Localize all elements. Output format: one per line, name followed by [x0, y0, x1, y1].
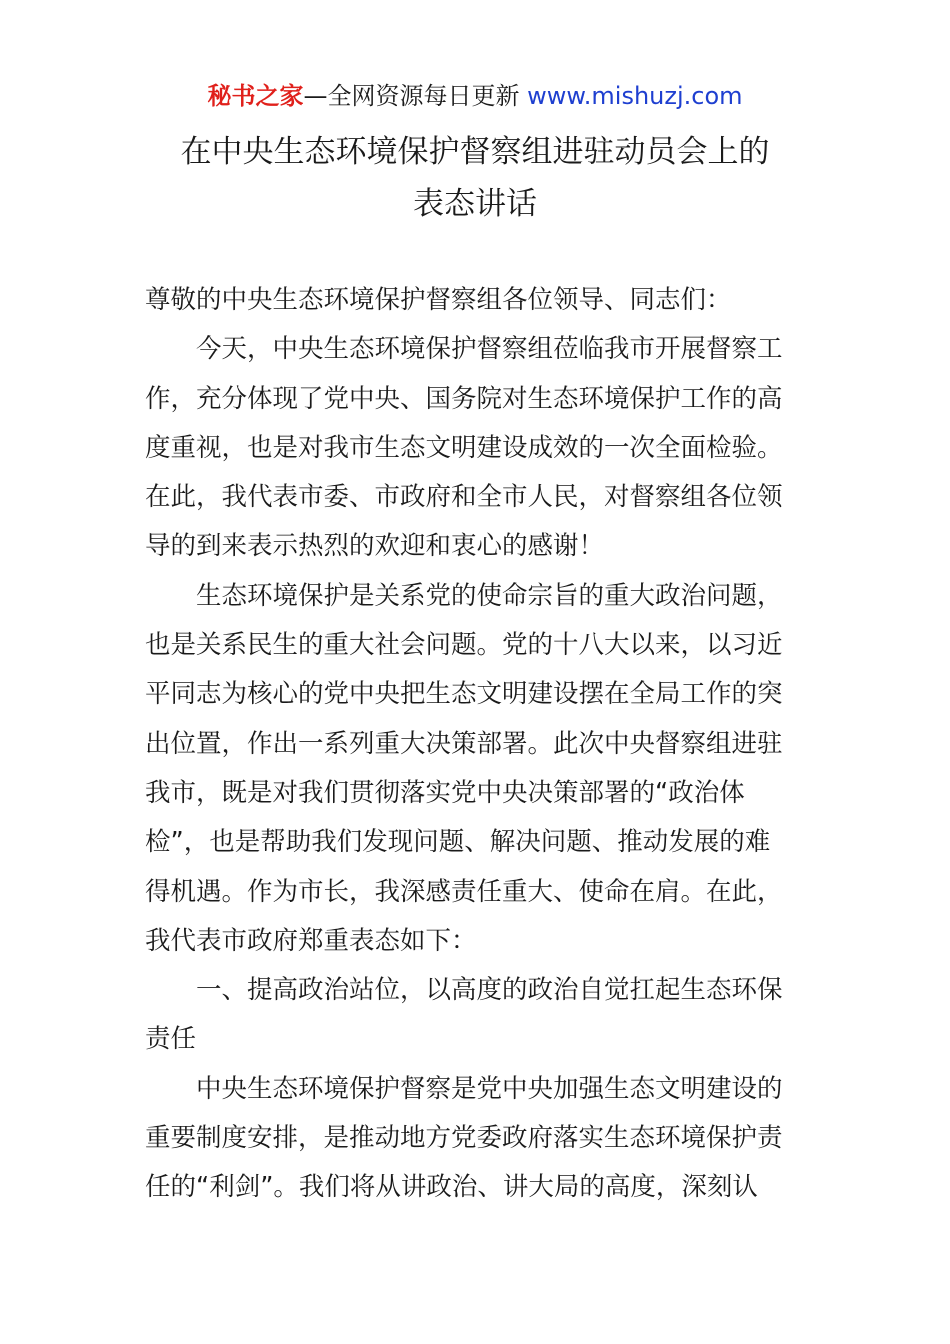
body-line: 导的到来表示热烈的欢迎和衷心的感谢！ [145, 531, 605, 562]
body-line: 生态环境保护是关系党的使命宗旨的重大政治问题， [196, 580, 783, 611]
body-line: 检”，也是帮助我们发现问题、解决问题、推动发展的难 [145, 827, 771, 858]
document-body [145, 276, 809, 1213]
body-line: 平同志为核心的党中央把生态文明建设摆在全局工作的突 [145, 679, 783, 710]
section-heading: 一、提高政治站位，以高度的政治自觉扛起生态环保 [196, 975, 783, 1006]
body-line: 重要制度安排，是推动地方党委政府落实生态环境保护责 [145, 1123, 783, 1154]
salutation: 尊敬的中央生态环境保护督察组各位领导、同志们： [145, 285, 732, 315]
body-line: 今天，中央生态环境保护督察组莅临我市开展督察工 [196, 334, 783, 365]
document-title [0, 126, 950, 230]
site-brand: 秘书之家 [207, 82, 304, 110]
body-line: 也是关系民生的重大社会问题。党的十八大以来，以习近 [145, 630, 783, 661]
body-line: 任的“利剑”。我们将从讲政治、讲大局的高度，深刻认 [145, 1172, 758, 1203]
body-line: 出位置，作出一系列重大决策部署。此次中央督察组进驻 [145, 728, 783, 759]
title-line-1: 在中央生态环境保护督察组进驻动员会上的 [180, 134, 770, 170]
body-line: 作，充分体现了党中央、国务院对生态环境保护工作的高 [145, 383, 783, 414]
site-slogan: —全网资源每日更新 [303, 82, 520, 110]
site-url-link[interactable]: www.mishuzj.com [527, 82, 743, 110]
body-line: 在此，我代表市委、市政府和全市人民，对督察组各位领 [145, 482, 783, 513]
body-line: 中央生态环境保护督察是党中央加强生态文明建设的 [196, 1073, 783, 1104]
body-line: 得机遇。作为市长，我深感责任重大、使命在肩。在此， [145, 876, 783, 907]
site-header [0, 80, 950, 112]
section-heading-cont: 责任 [145, 1024, 197, 1055]
body-line: 度重视，也是对我市生态文明建设成效的一次全面检验。 [145, 432, 783, 463]
title-line-2: 表态讲话 [413, 186, 537, 222]
body-line: 我代表市政府郑重表态如下： [145, 925, 477, 956]
body-line: 我市，既是对我们贯彻落实党中央决策部署的“政治体 [145, 777, 745, 808]
